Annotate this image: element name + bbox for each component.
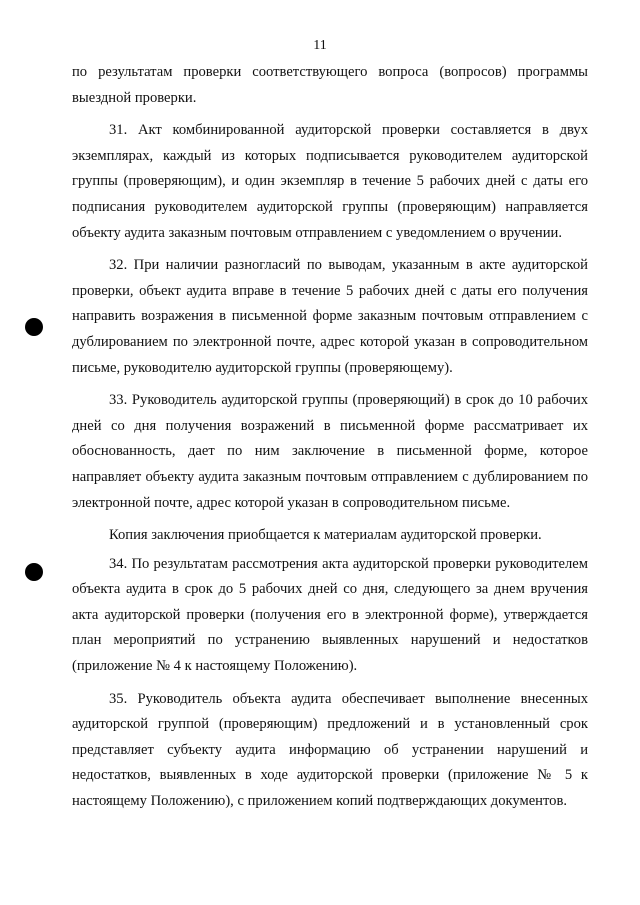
punch-hole-bottom: [25, 563, 43, 581]
paragraph-35: 35. Руководитель объекта аудита обеспечивает выполнение внесенных аудиторской группой (проверяющим) предложений и в установленный срок представляет субъекту аудита информацию об устранении нарушений и недостатков, выявленных в ходе аудиторской проверки (приложение № 5 к настоящему Положению), с приложением копий подтверждающих документов.: [72, 690, 588, 810]
document-body: [72, 60, 588, 822]
paragraph-continuation: по результатам проверки соответствующего вопроса (вопросов) программы выездной проверки.: [72, 64, 588, 106]
paragraph-31: 31. Акт комбинированной аудиторской проверки составляется в двух экземплярах, каждый из которых подписывается руководителем аудиторской группы (проверяющим), и один экземпляр в течение 5 рабочих дней с даты его подписания руководителем аудиторской группы (проверяющим) направляется объекту аудита заказным почтовым отправлением с уведомлением о вручении.: [72, 122, 588, 241]
paragraph-32: 32. При наличии разногласий по выводам, указанным в акте аудиторской проверки, объект аудита вправе в течение 5 рабочих дней с даты его получения направить возражения в письменной форме заказным почтовым отправлением с дублированием по электронной почте, адрес которой указан в сопроводительном письме, руководителю аудиторской группы (проверяющему).: [72, 257, 588, 376]
paragraph-33: 33. Руководитель аудиторской группы (проверяющий) в срок до 10 рабочих дней со дня получения возражений в письменной форме рассматривает их обоснованность, дает по ним заключение в письменной форме, которое направляет объекту аудита заказным почтовым отправлением с дублированием по электронной почте, адрес которой указан в сопроводительном письме.: [72, 392, 588, 511]
punch-hole-top: [25, 318, 43, 336]
page-number: 11: [313, 38, 327, 53]
paragraph-34: 34. По результатам рассмотрения акта аудиторской проверки руководителем объекта аудита в срок до 5 рабочих дней со дня, следующего за днем вручения акта аудиторской проверки (получения его в электронной форме), утверждается план мероприятий по устранению выявленных нарушений и недостатков (приложение № 4 к настоящему Положению).: [72, 555, 588, 675]
paragraph-copy-note: Копия заключения приобщается к материалам аудиторской проверки.: [109, 527, 542, 544]
